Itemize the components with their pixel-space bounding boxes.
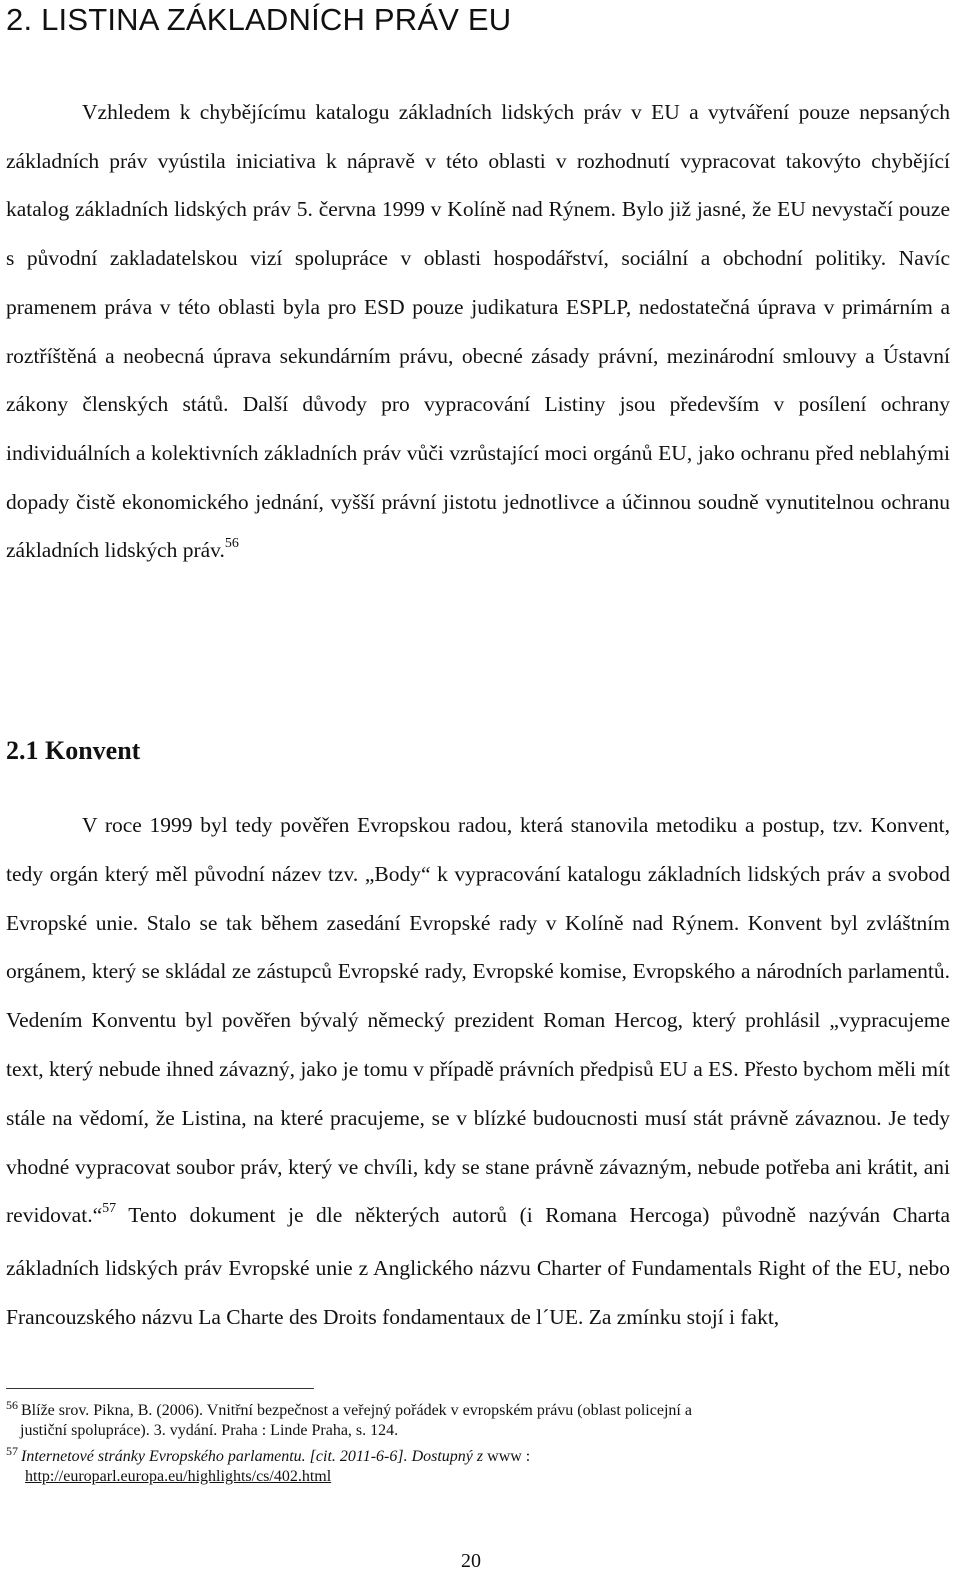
footnote-number: 56 <box>6 1398 18 1412</box>
paragraph-intro-text: Vzhledem k chybějícímu katalogu základních lidských práv v EU a vytváření pouze nepsaných základních práv vyústila iniciativa k nápravě v této oblasti v rozhodnutí vypracovat takovýto chybějící katalog základních lidských práv 5. června 1999 v Kolíně nad Rýnem. Bylo již jasné, že EU nevystačí pouze s původní zakladatelskou vizí spolupráce v oblasti hospodářství, sociální a obchodní politiky. Navíc pramenem práva v této oblasti byla pro ESD pouze judikatura ESPLP, nedostatečná úprava v primárním a roztříštěná a neobecná úprava sekundárním právu, obecné zásady právní, mezinárodní smlouvy a Ústavní zákony členských států. Další důvody pro vypracování Listiny jsou především v posílení ochrany individuálních a kolektivních základních práv vůči vzrůstající moci orgánů EU, jako ochranu před neblahými dopady čistě ekonomického jednání, vyšší právní jistotu jednotlivce a účinnou soudně vynutitelnou ochranu základních lidských práv. <box>6 100 950 563</box>
footnote-source-title: Internetové stránky Evropského parlamentu. [cit. 2011-6-6]. Dostupný z <box>21 1448 484 1465</box>
footnote-ref-56[interactable]: 56 <box>224 536 239 552</box>
section-heading: 2.1 Konvent <box>6 736 141 765</box>
footnote-number: 57 <box>6 1444 18 1458</box>
paragraph-konvent <box>6 801 950 1342</box>
footnote-57 <box>6 1444 946 1487</box>
footnote-separator <box>6 1388 314 1389</box>
footnote-56 <box>6 1398 946 1441</box>
footnote-url-link[interactable]: http://europarl.europa.eu/highlights/cs/402.html <box>25 1468 332 1485</box>
footnote-available-label: www : <box>483 1448 531 1465</box>
footnote-text-continued: justiční spolupráce). 3. vydání. Praha : Linde Praha, s. 124. <box>20 1422 399 1439</box>
chapter-heading: 2. LISTINA ZÁKLADNÍCH PRÁV EU <box>6 2 512 37</box>
paragraph-konvent-text-b: Tento dokument je dle některých autorů (i Romana Hercoga) původně nazýván Charta základních lidských práv Evropské unie z Anglického názvu Charter of Fundamentals Right of the EU, nebo Francouzského názvu La Charte des Droits fondamentaux de l´UE. Za zmínku stojí i fakt, <box>6 1203 950 1329</box>
footnote-ref-57[interactable]: 57 <box>102 1201 117 1217</box>
footnote-text: Blíže srov. Pikna, B. (2006). Vnitřní bezpečnost a veřejný pořádek v evropském právu (oblast policejní a <box>21 1402 692 1419</box>
page-number: 20 <box>461 1550 481 1572</box>
paragraph-konvent-text-a: V roce 1999 byl tedy pověřen Evropskou radou, která stanovila metodiku a postup, tzv. Konvent, tedy orgán který měl původní název tzv. „Body“ k vypracování katalogu základních lidských práv a svobod Evropské unie. Stalo se tak během zasedání Evropské rady v Kolíně nad Rýnem. Konvent byl zvláštním orgánem, který se skládal ze zástupců Evropské rady, Evropské komise, Evropského a národních parlamentů. Vedením Konventu byl pověřen bývalý německý prezident Roman Hercog, který prohlásil „vypracujeme text, který nebude ihned závazný, jako je tomu v případě právních předpisů EU a ES. Přesto bychom měli mít stále na vědomí, že Listina, na které pracujeme, se v blízké budoucnosti musí stát právně závaznou. Je tedy vhodné vypracovat soubor práv, který ve chvíli, kdy se stane právně závazným, nebude potřeba ani krátit, ani revidovat.“ <box>6 813 950 1228</box>
paragraph-intro <box>6 88 950 579</box>
